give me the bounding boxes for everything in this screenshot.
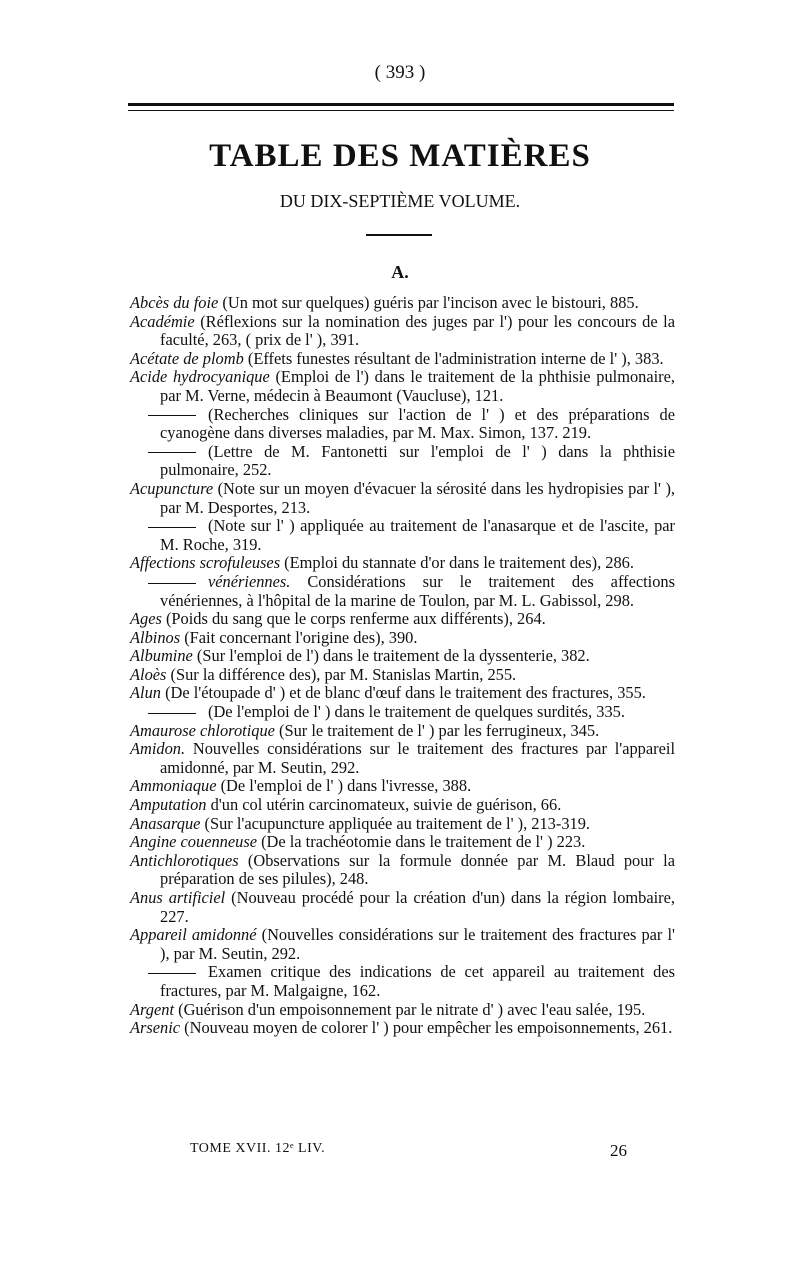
- repeat-dash: [148, 583, 196, 584]
- index-entry: [130, 777, 675, 796]
- entry-text: Examen critique des indications de cet appareil au traitement des fractures, par M. Malgaigne, 162.: [160, 962, 675, 1000]
- entry-term: Alun: [130, 683, 161, 703]
- index-entry: [130, 554, 675, 573]
- footer-signature: 26: [610, 1141, 627, 1160]
- repeat-dash: [148, 713, 196, 714]
- entry-term: Ammoniaque: [130, 776, 217, 796]
- index-entry: [130, 443, 675, 480]
- index-entry: [130, 573, 675, 610]
- section-letter: A.: [391, 262, 409, 282]
- index-entry: [130, 722, 675, 741]
- entry-term: Anasarque: [130, 813, 201, 833]
- entry-term: Amputation: [130, 795, 207, 815]
- entry-text: Considérations sur le traitement des affections vénériennes, à l'hôpital de la marine de Toulon, par M. L. Gabissol, 298.: [160, 571, 675, 610]
- repeat-dash: [148, 415, 196, 416]
- header-rule-thin: [128, 110, 674, 111]
- index-entry: [130, 889, 675, 926]
- index-entry: [130, 852, 675, 889]
- entry-text: (Emploi de l') dans le traitement de la phthisie pulmonaire, par M. Verne, médecin à Beaumont (Vaucluse), 121.: [160, 367, 676, 405]
- index-entry: [130, 313, 675, 350]
- page-number: ( 393 ): [374, 62, 426, 83]
- footer-tome: TOME XVII. 12ᵉ LIV.: [190, 1141, 326, 1156]
- entry-term: Arsenic: [130, 1018, 181, 1038]
- index-entry: [130, 740, 675, 777]
- index-entry: [130, 629, 675, 648]
- entry-term: Aloès: [130, 664, 167, 684]
- entry-text: (Effets funestes résultant de l'administration interne de l' ), 383.: [243, 348, 664, 368]
- index-entry: [130, 406, 675, 443]
- index-entry: [130, 666, 675, 685]
- entry-term: Appareil amidonné: [130, 925, 257, 945]
- index-entry: [130, 480, 675, 517]
- entry-term: Abcès du foie: [130, 293, 219, 312]
- entry-term: vénériennes.: [208, 571, 291, 591]
- entry-text: (Observations sur la formule donnée par M. Blaud pour la préparation de ses pilules), 248.: [160, 850, 675, 889]
- entry-text: (De l'étoupade d' ) et de blanc d'œuf dans le traitement des fractures, 355.: [160, 683, 646, 703]
- index-entry: [130, 350, 675, 369]
- entry-term: Académie: [130, 311, 195, 331]
- entry-text: (Guérison d'un empoisonnement par le nitrate d' ) avec l'eau salée, 195.: [174, 999, 646, 1019]
- index-entry: [130, 368, 675, 405]
- entry-term: Albinos: [130, 627, 181, 647]
- index-entry: [130, 926, 675, 963]
- entry-text: (Note sur l' ) appliquée au traitement de l'anasarque et de l'ascite, par M. Roche, 319.: [160, 516, 675, 554]
- index-entry: [130, 703, 675, 722]
- entry-text: (Nouvelles considérations sur le traitement des fractures par l' ), par M. Seutin, 292.: [160, 925, 676, 963]
- index-entry: [130, 963, 675, 1000]
- index-entry: [130, 684, 675, 703]
- index-entry: [130, 294, 675, 313]
- entry-text: Nouvelles considérations sur le traitement des fractures par l'appareil amidonné, par M. Seutin, 292.: [160, 739, 675, 777]
- entry-text: (Note sur un moyen d'évacuer la sérosité dans les hydropisies par l' ), par M. Desportes, 213.: [160, 478, 675, 517]
- entry-term: Antichlorotiques: [130, 850, 239, 870]
- index-entry: [130, 796, 675, 815]
- entry-text: (Recherches cliniques sur l'action de l' ) et des préparations de cyanogène dans diverses maladies, par M. Max. Simon, 137. 219.: [160, 404, 675, 443]
- repeat-dash: [148, 973, 196, 974]
- entry-text: d'un col utérin carcinomateux, suivie de guérison, 66.: [206, 795, 562, 815]
- entry-text: (Réflexions sur la nomination des juges par l') pour les concours de la faculté, 263, ( prix de l' ), 391.: [160, 311, 675, 350]
- entry-text: (De l'emploi de l' ) dans l'ivresse, 388.: [216, 776, 472, 796]
- index-entry: [130, 517, 675, 554]
- entry-term: Amidon.: [130, 739, 186, 759]
- entry-term: Anus artificiel: [130, 888, 226, 907]
- entry-term: Angine couenneuse: [130, 832, 257, 852]
- entry-text: (Nouveau moyen de colorer l' ) pour empêcher les empoisonnements, 261.: [180, 1018, 673, 1038]
- index-entries: [130, 294, 675, 1038]
- entry-text: (Sur l'emploi de l') dans le traitement de la dyssenterie, 382.: [192, 646, 590, 666]
- index-entry: [130, 833, 675, 852]
- entry-text: (Sur l'acupuncture appliquée au traitement de l' ), 213-319.: [200, 813, 591, 833]
- entry-term: Argent: [130, 999, 175, 1019]
- index-entry: [130, 815, 675, 834]
- entry-text: (De la trachéotomie dans le traitement de l' ) 223.: [256, 832, 586, 852]
- title-divider: [366, 234, 432, 236]
- repeat-dash: [148, 527, 196, 528]
- entry-term: Ages: [130, 609, 162, 629]
- index-entry: [130, 1019, 675, 1038]
- header-rule-thick: [128, 103, 674, 106]
- repeat-dash: [148, 452, 196, 453]
- entry-text: (Lettre de M. Fantonetti sur l'emploi de l' ) dans la phthisie pulmonaire, 252.: [160, 441, 675, 480]
- page-subtitle: DU DIX-SEPTIÈME VOLUME.: [279, 191, 521, 211]
- entry-term: Acétate de plomb: [130, 348, 244, 368]
- index-entry: [130, 1001, 675, 1020]
- entry-text: (Sur la différence des), par M. Stanislas Martin, 255.: [166, 664, 517, 684]
- entry-term: Amaurose chlorotique: [130, 720, 275, 740]
- entry-text: (Emploi du stannate d'or dans le traitement des), 286.: [280, 553, 634, 573]
- entry-text: (Un mot sur quelques) guéris par l'incison avec le bistouri, 885.: [218, 293, 639, 312]
- index-entry: [130, 610, 675, 629]
- page-title: TABLE DES MATIÈRES: [209, 138, 591, 174]
- entry-term: Affections scrofuleuses: [130, 553, 281, 573]
- entry-term: Acide hydrocyanique: [130, 367, 270, 387]
- entry-text: (Poids du sang que le corps renferme aux différents), 264.: [161, 609, 546, 629]
- entry-text: (Fait concernant l'origine des), 390.: [180, 627, 418, 647]
- index-entry: [130, 647, 675, 666]
- entry-text: (De l'emploi de l' ) dans le traitement de quelques surdités, 335.: [208, 702, 625, 722]
- entry-term: Acupuncture: [130, 478, 214, 498]
- entry-text: (Nouveau procédé pour la création d'un) dans la région lombaire, 227.: [160, 888, 675, 926]
- entry-text: (Sur le traitement de l' ) par les ferrugineux, 345.: [274, 720, 600, 740]
- entry-term: Albumine: [130, 646, 193, 666]
